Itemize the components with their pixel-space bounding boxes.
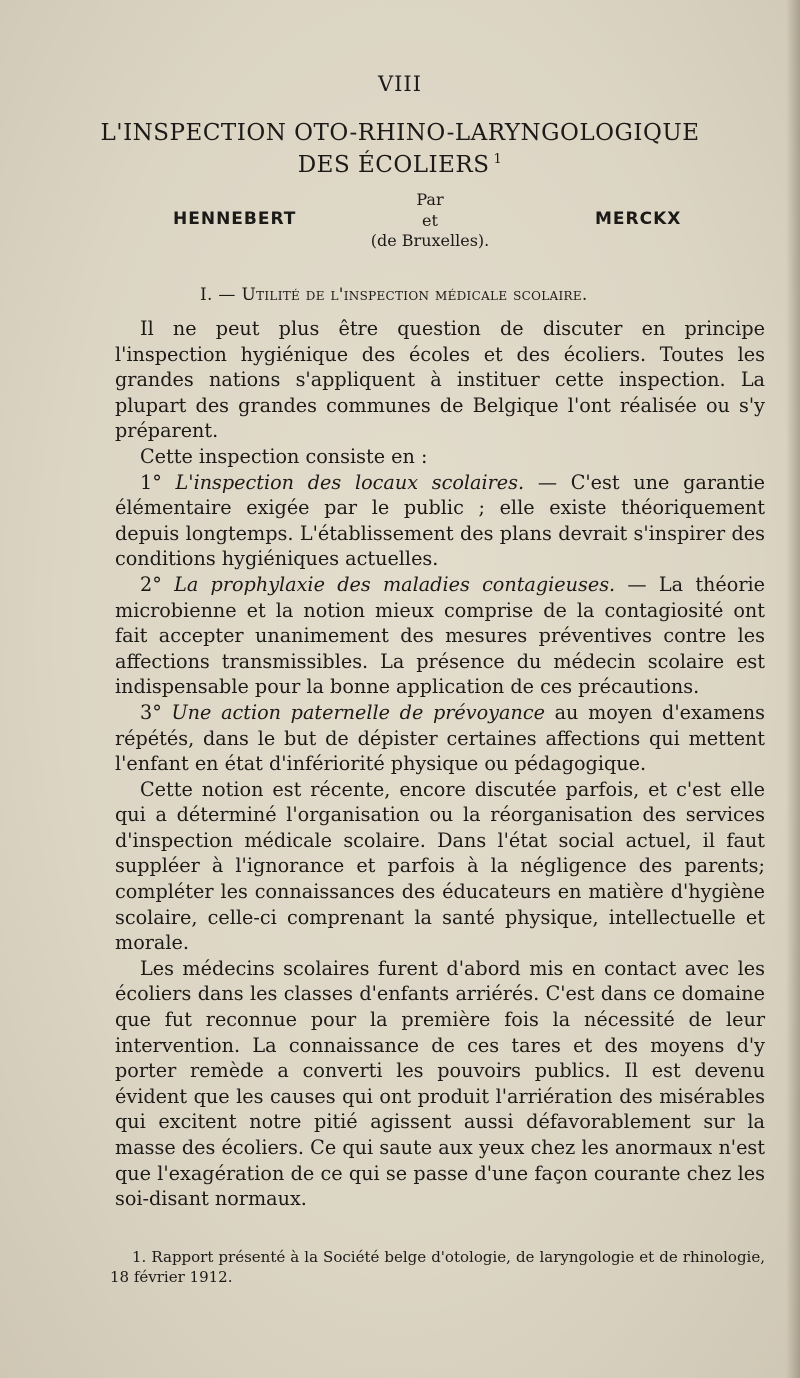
item-2-title: La prophylaxie des maladies contagieuses. <box>174 572 616 596</box>
item-1-number: 1° <box>140 470 162 494</box>
footnote <box>110 1247 765 1287</box>
paragraph-intro: Il ne peut plus être question de discuter en principe l'inspection hygiénique des écoles et des écoliers. Toutes les grandes nations s'appliquent à instituer cette inspection. La plupart des grandes communes de Belgique l'ont réalisée ou s'y préparent. <box>115 317 765 443</box>
page-number: VIII <box>377 72 423 96</box>
item-1-title: L'inspection des locaux scolaires. <box>175 470 525 494</box>
paragraph-item-3 <box>115 700 765 777</box>
paragraph-item-1 <box>115 470 765 572</box>
section-heading <box>200 285 588 305</box>
article-title-line2 <box>0 152 800 178</box>
paragraph-notion: Cette notion est récente, encore discutée parfois, et c'est elle qui a déterminé l'organisation ou la réorganisation des services d'inspection médicale scolaire. Dans l'état social actuel, il faut suppléer à l'ignorance et parfois à la négligence des parents; compléter les connaissances des éducateurs en matière d'hygiène scolaire, celle-ci comprenant la santé physique, intellectuelle et morale. <box>115 777 765 955</box>
footnote-marker[interactable]: 1 <box>493 152 503 168</box>
paragraph-item-2 <box>115 572 765 700</box>
footnote-text: 1. Rapport présenté à la Société belge d'otologie, de laryngologie et de rhinologie, 18 février 1912. <box>110 1248 765 1286</box>
section-number: I. — <box>200 285 236 305</box>
article-title-line1: L'INSPECTION OTO-RHINO-LARYNGOLOGIQUE <box>100 120 700 146</box>
item-3-text: au moyen d'examens répétés, dans le but de dépister certaines affections qui mettent l'enfant en état d'infériorité physique ou pédagogique. <box>115 700 765 776</box>
author-merckx: MERCKX <box>595 209 682 229</box>
item-3-number: 3° <box>140 700 162 724</box>
byline-et: et <box>422 211 438 230</box>
byline-par: Par <box>416 190 444 209</box>
item-1-text: — C'est une garantie élémentaire exigée par le public ; elle existe théoriquement depuis longtemps. L'établissement des plans devrait s'inspirer des conditions hygiéniques actuelles. <box>115 470 766 571</box>
item-3-title: Une action paternelle de prévoyance <box>171 700 545 724</box>
item-2-number: 2° <box>140 572 162 596</box>
author-hennebert: HENNEBERT <box>173 209 297 229</box>
section-title: Utilité de l'inspection médicale scolaire. <box>241 285 588 305</box>
paragraph-medecins: Les médecins scolaires furent d'abord mis en contact avec les écoliers dans les classes d'enfants arriérés. C'est dans ce domaine que fut reconnue pour la première fois la nécessité de leur intervention. La connaissance de ces tares et des moyens d'y porter remède a converti les pouvoirs publics. Il est devenu évident que les causes qui ont produit l'arriération des misérables qui excitent notre pitié agissent aussi défavorablement sur la masse des écoliers. Ce qui saute aux yeux chez les anormaux n'est que l'exagération de ce qui se passe d'une façon courante chez les soi-disant normaux. <box>115 956 765 1211</box>
item-2-text: — La théorie microbienne et la notion mieux comprise de la contagiosité ont fait accepter unanimement des mesures préventives contre les affections transmissibles. La présence du médecin scolaire est indispensable pour la bonne application de ces précautions. <box>115 572 765 699</box>
author-affiliation: (de Bruxelles). <box>370 231 490 250</box>
paragraph-consists: Cette inspection consiste en : <box>140 444 428 468</box>
article-title-text: DES ÉCOLIERS <box>297 152 490 178</box>
article-body <box>115 316 765 1212</box>
